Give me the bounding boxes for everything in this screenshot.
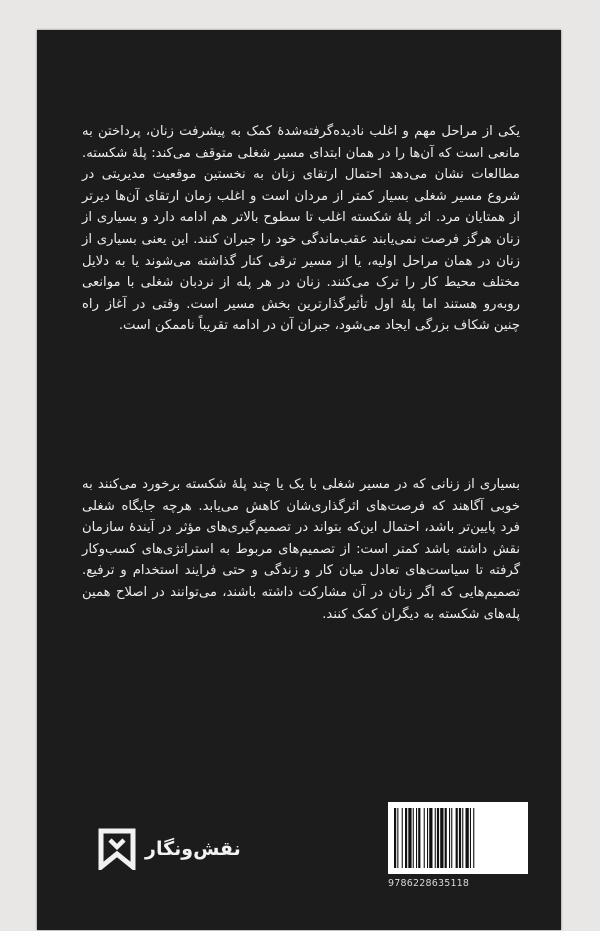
barcode-bar — [449, 808, 450, 868]
barcode-bar — [427, 808, 428, 868]
barcode-bar — [440, 808, 443, 868]
isbn-barcode-block — [388, 802, 528, 889]
barcode-bar — [437, 808, 439, 868]
barcode-bar — [470, 808, 471, 868]
publisher-logo — [97, 828, 241, 870]
barcode-bar — [466, 808, 469, 868]
barcode-bar — [408, 808, 411, 868]
barcode-bar — [416, 808, 417, 868]
isbn-number: 9786228635118 — [388, 878, 470, 889]
barcode-bar — [424, 808, 425, 868]
publisher-name: نقش‌ونگار — [145, 838, 241, 860]
barcode-bar — [405, 808, 407, 868]
barcode-bar — [451, 808, 452, 868]
barcode-bar — [429, 808, 432, 868]
barcode-bar — [456, 808, 458, 868]
description-paragraph-2: بسیاری از زنانی که در مسیر شغلی با یک یا چند پلهٔ شکسته برخورد می‌کنند به خوبی آگاهند که فرصت‌های اثرگذاری‌شان کاهش می‌یابد. هرچه جایگاه شغلی فرد پایین‌تر باشد، احتمال این‌که بتواند در تصمیم‌گیری‌های مؤثر در آیندهٔ سازمان نقش داشته باشد کمتر است: از تصمیم‌های مربوط به استراتژی‌های کسب‌وکار گرفته تا سیاست‌های تعادل میان کار و زندگی و حتی فرایند استخدام و ترفیع. تصمیم‌هایی که اگر زنان در آن مشارکت داشته باشند، می‌توانند در اصلاح همین پله‌های شکسته به دیگران کمک کنند. — [82, 477, 520, 622]
bookmark-logo-icon — [97, 828, 137, 870]
barcode — [388, 802, 528, 874]
barcode-bar — [459, 808, 461, 868]
barcode-bar — [413, 808, 414, 868]
barcode-bar — [435, 808, 436, 868]
barcode-bars — [394, 808, 522, 868]
barcode-bar — [473, 808, 474, 868]
barcode-bar — [402, 808, 403, 868]
barcode-bar — [418, 808, 420, 868]
barcode-bar — [445, 808, 447, 868]
barcode-bar — [462, 808, 463, 868]
barcode-bar — [394, 808, 396, 868]
barcode-bar — [397, 808, 398, 868]
description-paragraph-1: یکی از مراحل مهم و اغلب نادیده‌گرفته‌شدهٔ کمک به پیشرفت زنان، پرداختن به مانعی است که آن‌ها را در همان ابتدای مسیر شغلی متوقف می‌کند: پلهٔ شکسته. مطالعات نشان می‌دهد احتمال ارتقای زنان به نخستین موقعیت مدیریتی در شروع مسیر شغلی بسیار کمتر از مردان است و اغلب زمان ارتقای آن‌ها دیرتر از همتایان مرد. اثر پلهٔ شکسته اغلب تا سطوح بالاتر هم ادامه دارد و بسیاری از زنان هرگز فرصت نمی‌یابند عقب‌ماندگی خود را جبران کنند. این یعنی بسیاری از زنان در همان مراحل اولیه، یا از مسیر ترقی کنار گذاشته می‌شوند یا به دلایل مختلف محیط کار را ترک می‌کنند. زنان در هر پله از نردبان شغلی با موانعی روبه‌رو هستند اما پلهٔ اول تأثیرگذارترین بخش مسیر است. وقتی در آغاز راه چنین شکاف بزرگی ایجاد می‌شود، جبران آن در ادامه تقریباً ناممکن است. — [82, 124, 520, 334]
